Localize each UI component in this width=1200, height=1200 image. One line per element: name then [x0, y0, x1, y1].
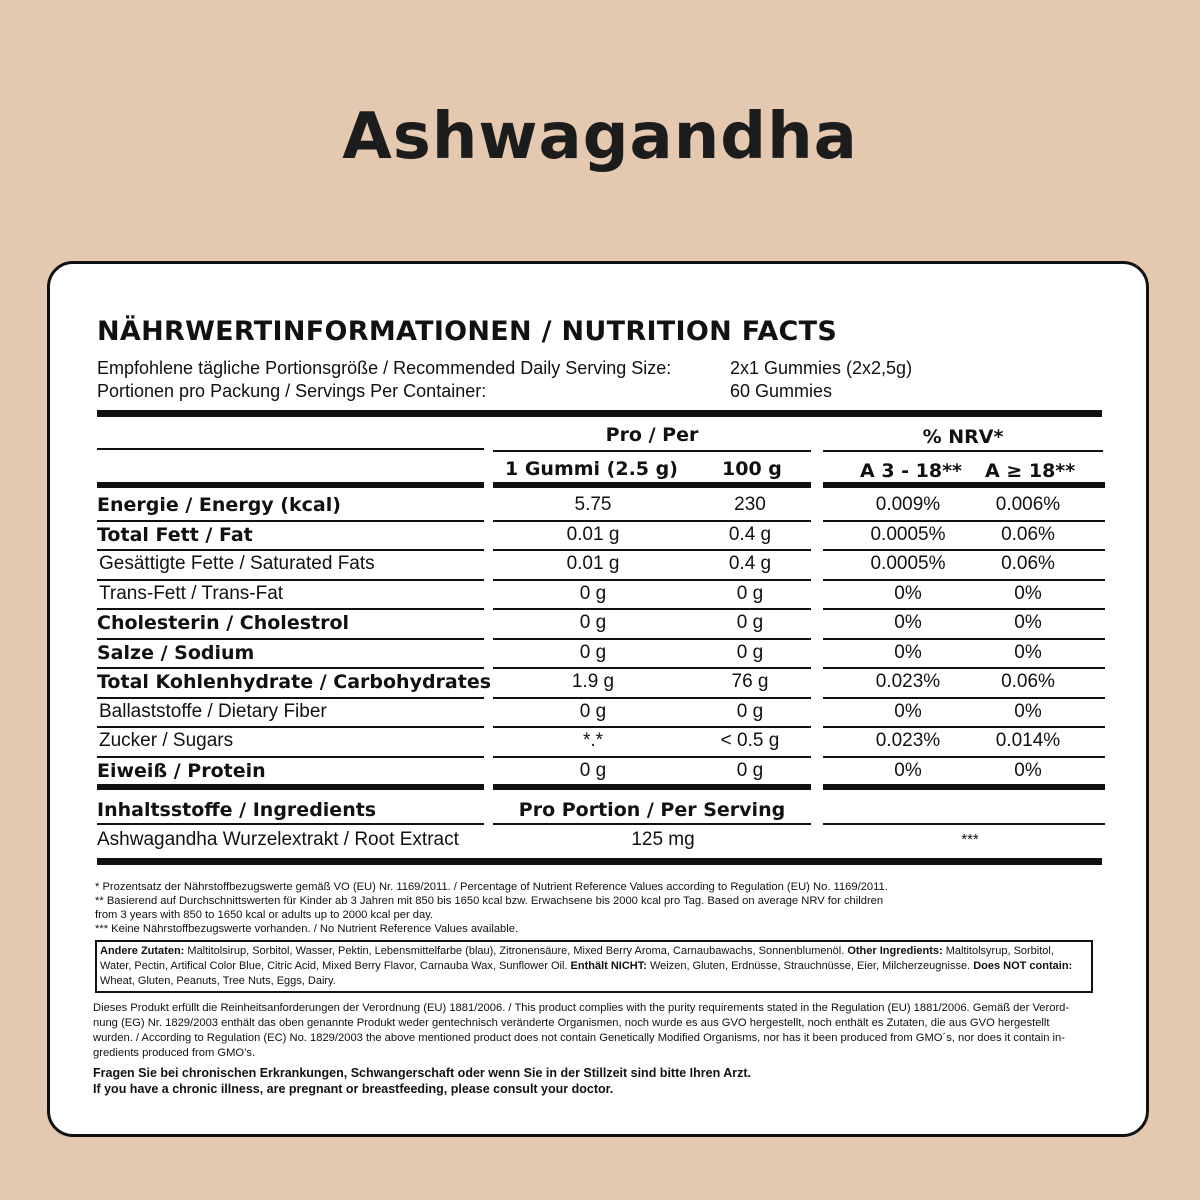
- nrv-children-value: 0.009%: [875, 494, 941, 515]
- does-not-contain-de-label: Enthält NICHT:: [570, 960, 647, 972]
- nrv-children-value: 0.0005%: [870, 523, 946, 545]
- row-rule: [493, 697, 811, 699]
- per-gummi-value: 0 g: [579, 582, 607, 604]
- servings-per-container-label: Portionen pro Packung / Servings Per Container:: [97, 381, 487, 401]
- per-gummi-value: 0.01 g: [566, 553, 620, 574]
- header-rule: [97, 448, 484, 450]
- row-rule: [97, 823, 484, 825]
- thick-rule: [97, 784, 484, 790]
- product-title: Ashwagandha: [342, 100, 858, 174]
- per-gummi-value: 0.01 g: [566, 523, 620, 545]
- nrv-adults-value: 0%: [1014, 612, 1042, 633]
- per-gummi-value: 1.9 g: [571, 671, 615, 692]
- per-100g-value: 0 g: [736, 582, 764, 604]
- row-rule: [97, 608, 484, 610]
- purity-line-4: gredients produced from GMO’s.: [93, 1047, 256, 1059]
- ingredient-nrv: ***: [961, 831, 979, 848]
- bottom-thick-rule: [97, 858, 1102, 865]
- row-rule: [493, 520, 811, 522]
- row-rule: [493, 608, 811, 610]
- row-rule: [97, 638, 484, 640]
- nrv-children-value: 0.023%: [875, 671, 941, 692]
- does-not-contain-de-text: Weizen, Gluten, Erdnüsse, Strauchnüsse, Eier, Milcherzeugnisse.: [646, 960, 974, 972]
- nutrient-label: Total Kohlenhydrate / Carbohydrates: [97, 671, 492, 693]
- nrv-children-value: 0%: [894, 612, 922, 633]
- does-not-contain-en-label: Does NOT contain:: [973, 960, 1073, 972]
- nrv-adults-value: 0%: [1014, 700, 1042, 722]
- per-100g-value: 76 g: [731, 671, 769, 692]
- nrv-adults-value: 0.06%: [1001, 523, 1055, 545]
- col-header-per-gummi: 1 Gummi (2.5 g): [505, 458, 678, 480]
- nutrient-label: Salze / Sodium: [97, 641, 255, 664]
- nrv-adults-value: 0.006%: [995, 494, 1061, 515]
- row-rule: [823, 608, 1105, 610]
- row-rule: [823, 697, 1105, 699]
- row-rule: [823, 520, 1105, 522]
- nrv-adults-value: 0%: [1014, 759, 1042, 781]
- purity-line-2: nung (EG) Nr. 1829/2003 enthält das oben genannte Produkt weder gentechnisch veränderte Organismen, noch wurde es aus GVO hergestellt, noch enthält es Zutaten, die aus GVO hergestellt: [93, 1017, 1050, 1029]
- footnote-1: * Prozentsatz der Nährstoffbezugswerte gemäß VO (EU) Nr. 1169/2011. / Percentage of Nutrient Reference Values according to Regulation (EU) No. 1169/2011.: [95, 881, 888, 893]
- per-100g-value: < 0.5 g: [720, 730, 780, 751]
- servings-per-container-value: 60 Gummies: [730, 381, 833, 401]
- thick-rule: [823, 784, 1105, 790]
- per-gummi-value: 0 g: [579, 700, 607, 722]
- nrv-adults-value: 0.014%: [995, 730, 1061, 751]
- row-rule: [823, 823, 1105, 825]
- warning-de: Fragen Sie bei chronischen Erkrankungen, Schwangerschaft oder wenn Sie in der Stillzeit sind bitte Ihren Arzt.: [93, 1066, 752, 1080]
- per-gummi-value: 0 g: [579, 759, 607, 781]
- per-100g-value: 0.4 g: [728, 553, 772, 574]
- footnote-3: from 3 years with 850 to 1650 kcal or adults up to 2000 kcal per day.: [95, 909, 434, 921]
- row-rule: [97, 579, 484, 581]
- other-ingredients-en-label: Other Ingredients:: [847, 945, 943, 957]
- per-gummi-value: *.*: [582, 730, 604, 751]
- row-rule: [493, 579, 811, 581]
- row-rule: [97, 549, 484, 551]
- row-rule: [97, 520, 484, 522]
- row-rule: [493, 756, 811, 758]
- per-gummi-value: 5.75: [574, 494, 612, 515]
- per-100g-value: 0 g: [736, 612, 764, 633]
- purity-line-3: wurden. / According to Regulation (EC) No. 1829/2003 the above mentioned product does not contain Genetically Modified Organisms, nor has it been produced from GMO´s, nor does it contain in-: [93, 1032, 1065, 1044]
- row-rule: [823, 549, 1105, 551]
- per-gummi-value: 0 g: [579, 641, 607, 663]
- nutrition-label-card: [47, 261, 1149, 1137]
- footnote-4: *** Keine Nährstoffbezugswerte vorhanden. / No Nutrient Reference Values available.: [95, 923, 519, 935]
- other-ingredients-de-label: Andere Zutaten:: [100, 945, 185, 957]
- thick-rule: [493, 482, 811, 488]
- row-rule: [493, 638, 811, 640]
- nutrient-label: Zucker / Sugars: [99, 730, 234, 751]
- per-100g-value: 0.4 g: [728, 523, 772, 545]
- footnote-2: ** Basierend auf Durchschnittswerten für Kinder ab 3 Jahren mit 850 bis 1650 kcal bzw. Erwachsene bis 2000 kcal pro Tag. Based on average NRV for children: [95, 895, 884, 907]
- other-ingredients-box: [95, 940, 1093, 993]
- row-rule: [97, 697, 484, 699]
- per-100g-value: 0 g: [736, 700, 764, 722]
- row-rule: [823, 667, 1105, 669]
- nutrient-label: Trans-Fett / Trans-Fat: [99, 582, 284, 604]
- per-100g-value: 0 g: [736, 641, 764, 663]
- row-rule: [823, 638, 1105, 640]
- col-header-nrv-children: A 3 - 18**: [860, 460, 962, 482]
- nrv-children-value: 0.0005%: [870, 553, 946, 574]
- nrv-children-value: 0%: [894, 582, 922, 604]
- pro-per-header: Pro / Per: [605, 424, 699, 446]
- row-rule: [493, 667, 811, 669]
- col-header-per-100g: 100 g: [722, 458, 782, 480]
- nrv-adults-value: 0%: [1014, 582, 1042, 604]
- row-rule: [97, 726, 484, 728]
- nutrient-label: Ballaststoffe / Dietary Fiber: [99, 700, 327, 722]
- col-header-nrv-adults: A ≥ 18**: [985, 460, 1076, 482]
- other-ingredients-de-text: Maltitolsirup, Sorbitol, Wasser, Pektin, Lebensmittelfarbe (blau), Zitronensäure, Mixed Berry Aroma, Carnaubawachs, Sonnenblumenöl.: [184, 945, 848, 957]
- nutrient-label: Cholesterin / Cholestrol: [97, 612, 350, 634]
- nrv-children-value: 0%: [894, 641, 922, 663]
- other-ingredients-en-text: Maltitolsyrup, Sorbitol, Water, Pectin, Artifical Color Blue, Citric Acid, Mixed Berry Flavor, Carnauba Wax, Sunflower Oil.: [100, 945, 1054, 972]
- purity-line-1: Dieses Produkt erfüllt die Reinheitsanforderungen der Verordnung (EU) 1881/2006. / This product complies with the purity requirements stated in the Regulation (EU) 1881/2006. Gemäß der Verord-: [93, 1002, 1070, 1014]
- nrv-children-value: 0%: [894, 759, 922, 781]
- row-rule: [823, 726, 1105, 728]
- nutrient-label: Energie / Energy (kcal): [97, 494, 341, 516]
- row-rule: [493, 823, 811, 825]
- serving-size-value: 2x1 Gummies (2x2,5g): [730, 358, 913, 378]
- nrv-adults-value: 0.06%: [1001, 671, 1055, 692]
- top-thick-rule: [97, 410, 1102, 417]
- row-rule: [823, 756, 1105, 758]
- row-rule: [97, 756, 484, 758]
- ingredients-header: Inhaltsstoffe / Ingredients: [97, 799, 377, 821]
- header-rule: [493, 450, 811, 452]
- warning-en: If you have a chronic illness, are pregnant or breastfeeding, please consult your doctor.: [93, 1082, 614, 1096]
- thick-rule: [97, 482, 484, 488]
- per-serving-header: Pro Portion / Per Serving: [518, 799, 786, 821]
- serving-size-label: Empfohlene tägliche Portionsgröße / Recommended Daily Serving Size:: [97, 358, 672, 378]
- nrv-header: % NRV*: [922, 426, 1004, 448]
- nrv-children-value: 0.023%: [875, 730, 941, 751]
- panel-heading: NÄHRWERTINFORMATIONEN / NUTRITION FACTS: [97, 316, 838, 347]
- ingredient-amount: 125 mg: [631, 829, 695, 850]
- nrv-adults-value: 0.06%: [1001, 553, 1055, 574]
- row-rule: [493, 549, 811, 551]
- nutrient-label: Total Fett / Fat: [97, 523, 253, 546]
- row-rule: [493, 726, 811, 728]
- thick-rule: [493, 784, 811, 790]
- header-rule: [823, 450, 1103, 452]
- ingredient-name: Ashwagandha Wurzelextrakt / Root Extract: [97, 829, 459, 850]
- nutrient-label: Eiweiß / Protein: [97, 759, 266, 782]
- thick-rule: [823, 482, 1105, 488]
- per-gummi-value: 0 g: [579, 612, 607, 633]
- nrv-children-value: 0%: [894, 700, 922, 722]
- per-100g-value: 0 g: [736, 759, 764, 781]
- nutrient-label: Gesättigte Fette / Saturated Fats: [99, 553, 375, 574]
- row-rule: [97, 667, 484, 669]
- row-rule: [823, 579, 1105, 581]
- nrv-adults-value: 0%: [1014, 641, 1042, 663]
- does-not-contain-en-text: Wheat, Gluten, Peanuts, Tree Nuts, Eggs, Dairy.: [100, 975, 336, 987]
- per-100g-value: 230: [734, 494, 766, 515]
